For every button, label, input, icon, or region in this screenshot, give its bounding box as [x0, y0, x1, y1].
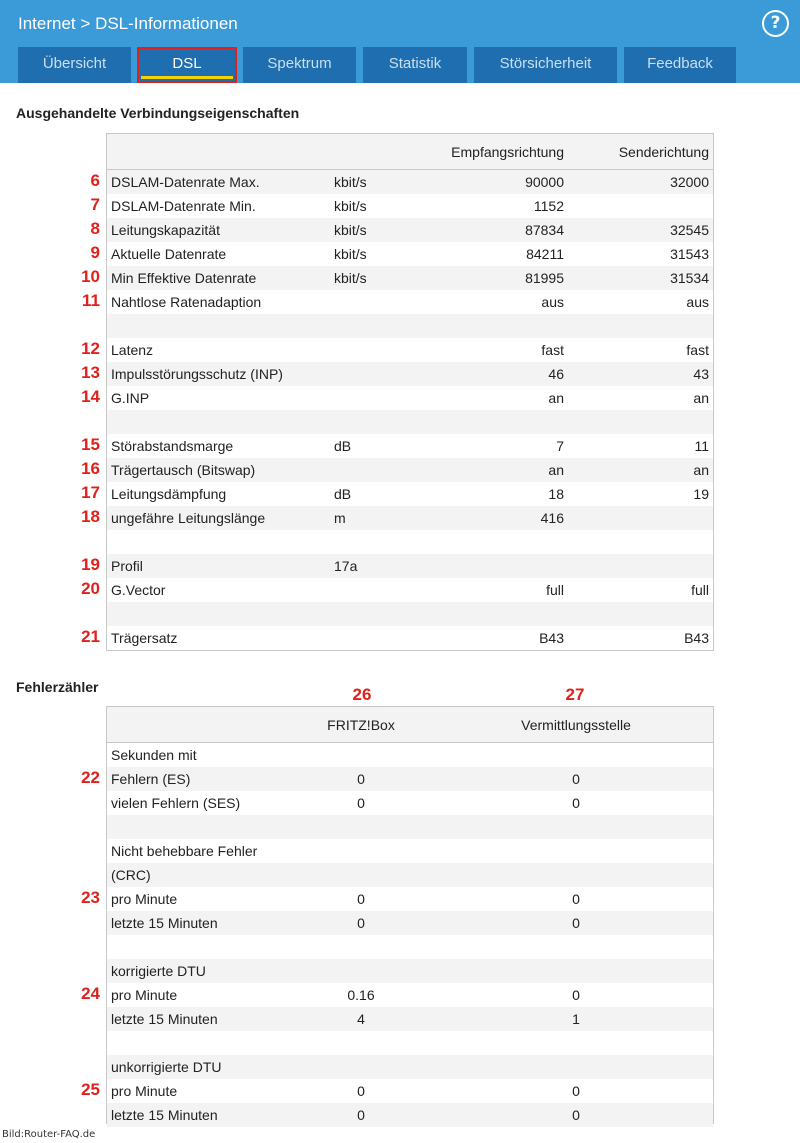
row-unit: dB	[334, 486, 352, 502]
row-marker: 9	[90, 243, 100, 262]
breadcrumb-separator: >	[80, 14, 91, 33]
row-label: pro Minute	[111, 987, 178, 1003]
row-exchange-value: 0	[572, 915, 580, 931]
table-row	[107, 482, 713, 506]
row-label: Aktuelle Datenrate	[111, 246, 227, 262]
row-receive-value: 46	[548, 366, 564, 382]
table-row	[107, 626, 713, 650]
row-label: Leitungskapazität	[111, 222, 220, 238]
row-receive-value: full	[546, 582, 564, 598]
row-label: pro Minute	[111, 891, 178, 907]
active-tab-underline	[141, 76, 233, 79]
row-exchange-value: 1	[572, 1011, 580, 1027]
row-marker: 17	[81, 483, 100, 502]
row-exchange-value: 0	[572, 1107, 580, 1123]
row-exchange-value: 0	[572, 891, 580, 907]
breadcrumb-parent[interactable]: Internet	[18, 14, 76, 33]
table-row	[107, 602, 713, 626]
breadcrumb	[18, 14, 238, 34]
row-marker: 14	[81, 387, 100, 406]
connection-properties-table	[106, 133, 714, 651]
row-send-value: an	[693, 462, 709, 478]
column-marker-exchange: 27	[565, 685, 585, 704]
row-label: letzte 15 Minuten	[111, 1011, 218, 1027]
row-fritzbox-value: 0	[357, 1083, 365, 1099]
row-label: Min Effektive Datenrate	[111, 270, 257, 286]
row-marker: 6	[90, 171, 100, 190]
row-label: ungefähre Leitungslänge	[111, 510, 266, 526]
row-send-value: aus	[686, 294, 709, 310]
row-label: G.INP	[111, 390, 150, 406]
row-marker: 8	[90, 219, 100, 238]
row-label: Leitungsdämpfung	[111, 486, 227, 502]
row-marker: 19	[81, 555, 100, 574]
table-row	[107, 911, 713, 935]
table-header	[107, 134, 713, 170]
table-row	[107, 863, 713, 887]
row-marker: 11	[82, 291, 100, 310]
header-exchange: Vermittlungsstelle	[521, 717, 631, 733]
row-send-value: full	[691, 582, 709, 598]
tab-statistik[interactable]	[363, 47, 467, 83]
table-row	[107, 458, 713, 482]
row-fritzbox-value: 0	[357, 795, 365, 811]
row-receive-value: 90000	[525, 174, 564, 190]
table-row	[107, 506, 713, 530]
row-receive-value: 416	[540, 510, 564, 526]
row-fritzbox-value: 0	[357, 891, 365, 907]
row-label: Trägersatz	[111, 630, 178, 646]
row-label: pro Minute	[111, 1083, 178, 1099]
app-header	[0, 0, 800, 83]
row-marker: 10	[81, 267, 100, 286]
row-unit: 17a	[334, 558, 358, 574]
section-title-connection: Ausgehandelte Verbindungseigenschaften	[16, 105, 300, 121]
row-label: Nahtlose Ratenadaption	[111, 294, 262, 310]
table-row	[107, 338, 713, 362]
row-unit: kbit/s	[334, 222, 367, 238]
row-exchange-value: 0	[572, 1083, 580, 1099]
table-row	[107, 1007, 713, 1031]
row-label: korrigierte DTU	[111, 963, 206, 979]
row-unit: dB	[334, 438, 352, 454]
row-label: Impulsstörungsschutz (INP)	[111, 366, 283, 382]
section-title-errors: Fehlerzähler	[16, 679, 99, 695]
row-receive-value: B43	[539, 630, 564, 646]
row-label: unkorrigierte DTU	[111, 1059, 222, 1075]
tab-feedback[interactable]	[624, 47, 736, 83]
row-receive-value: fast	[541, 342, 564, 358]
row-marker: 23	[81, 888, 100, 907]
table-row	[107, 1031, 713, 1055]
row-marker: 25	[81, 1080, 100, 1099]
row-exchange-value: 0	[572, 771, 580, 787]
tab-stoersicherheit[interactable]	[474, 47, 617, 83]
row-send-value: fast	[686, 342, 709, 358]
row-receive-value: 1152	[533, 198, 564, 214]
table-row	[107, 530, 713, 554]
table-row	[107, 935, 713, 959]
table-row	[107, 791, 713, 815]
row-unit: kbit/s	[334, 198, 367, 214]
row-unit: kbit/s	[334, 270, 367, 286]
tab-label: Spektrum	[267, 55, 332, 72]
row-receive-value: 87834	[525, 222, 564, 238]
row-label: Trägertausch (Bitswap)	[111, 462, 256, 478]
row-receive-value: an	[548, 390, 564, 406]
table-row	[107, 362, 713, 386]
table-row	[107, 578, 713, 602]
row-send-value: 31534	[670, 270, 709, 286]
row-exchange-value: 0	[572, 795, 580, 811]
table-row	[107, 194, 713, 218]
row-send-value: 32000	[670, 174, 709, 190]
row-fritzbox-value: 0	[357, 771, 365, 787]
row-label: Sekunden mit	[111, 747, 197, 763]
row-unit: m	[334, 510, 346, 526]
table-row	[107, 170, 713, 194]
table-row	[107, 959, 713, 983]
row-marker: 20	[81, 579, 100, 598]
table-row	[107, 1103, 713, 1127]
table-row	[107, 386, 713, 410]
table-row	[107, 767, 713, 791]
tab-spektrum[interactable]	[243, 47, 356, 83]
row-receive-value: 18	[548, 486, 564, 502]
row-label: G.Vector	[111, 582, 166, 598]
row-receive-value: 7	[556, 438, 564, 454]
row-send-value: 43	[693, 366, 709, 382]
tab-label: Feedback	[647, 55, 713, 72]
row-label: Profil	[111, 558, 143, 574]
table-row	[107, 839, 713, 863]
tab-label: Störsicherheit	[499, 55, 592, 72]
row-marker: 24	[81, 984, 100, 1003]
tab-dsl[interactable]	[137, 47, 237, 83]
row-send-value: 11	[694, 438, 709, 454]
row-unit: kbit/s	[334, 174, 367, 190]
row-receive-value: an	[548, 462, 564, 478]
row-label: Nicht behebbare Fehler	[111, 843, 258, 859]
table-row	[107, 1079, 713, 1103]
table-row	[107, 410, 713, 434]
row-label: Störabstandsmarge	[111, 438, 234, 454]
row-label: letzte 15 Minuten	[111, 915, 218, 931]
row-marker: 7	[90, 195, 100, 214]
tab-label: Statistik	[388, 55, 442, 72]
row-exchange-value: 0	[572, 987, 580, 1003]
image-credit: Bild:Router-FAQ.de	[2, 1129, 96, 1140]
table-row	[107, 743, 713, 767]
page-title: DSL-Informationen	[95, 14, 238, 33]
table-header	[107, 707, 713, 743]
row-send-value: an	[693, 390, 709, 406]
row-label: Latenz	[111, 342, 154, 358]
row-fritzbox-value: 4	[357, 1011, 365, 1027]
row-marker: 16	[81, 459, 100, 478]
header-receive: Empfangsrichtung	[451, 144, 564, 160]
row-receive-value: aus	[541, 294, 564, 310]
row-marker: 22	[81, 768, 100, 787]
table-row	[107, 554, 713, 578]
row-send-value: 19	[693, 486, 709, 502]
column-marker-fritzbox: 26	[352, 685, 372, 704]
row-fritzbox-value: 0	[357, 1107, 365, 1123]
tab-uebersicht[interactable]	[18, 47, 131, 83]
row-fritzbox-value: 0.16	[347, 987, 375, 1003]
table-row	[107, 815, 713, 839]
row-fritzbox-value: 0	[357, 915, 365, 931]
row-label: letzte 15 Minuten	[111, 1107, 218, 1123]
tab-label: Übersicht	[42, 55, 107, 72]
table-row	[107, 266, 713, 290]
row-marker: 13	[81, 363, 100, 382]
table-row	[107, 242, 713, 266]
table-row	[107, 1055, 713, 1079]
row-unit: kbit/s	[334, 246, 367, 262]
tab-label: DSL	[172, 55, 202, 72]
error-counter-table	[106, 706, 714, 1124]
row-label: (CRC)	[111, 867, 151, 883]
row-label: vielen Fehlern (SES)	[111, 795, 241, 811]
row-marker: 12	[81, 339, 100, 358]
row-marker: 21	[81, 627, 100, 646]
table-row	[107, 290, 713, 314]
table-row	[107, 314, 713, 338]
row-marker: 18	[81, 507, 100, 526]
table-row	[107, 434, 713, 458]
table-row	[107, 218, 713, 242]
help-icon[interactable]: ?	[762, 10, 789, 37]
row-send-value: B43	[684, 630, 709, 646]
row-label: DSLAM-Datenrate Min.	[111, 198, 256, 214]
header-fritzbox: FRITZ!Box	[327, 717, 395, 733]
row-label: DSLAM-Datenrate Max.	[111, 174, 260, 190]
row-label: Fehlern (ES)	[111, 771, 191, 787]
row-marker: 15	[81, 435, 100, 454]
row-receive-value: 81995	[525, 270, 564, 286]
row-send-value: 31543	[670, 246, 709, 262]
row-receive-value: 84211	[526, 246, 564, 262]
table-row	[107, 887, 713, 911]
header-send: Senderichtung	[618, 144, 709, 160]
row-send-value: 32545	[670, 222, 709, 238]
table-row	[107, 983, 713, 1007]
